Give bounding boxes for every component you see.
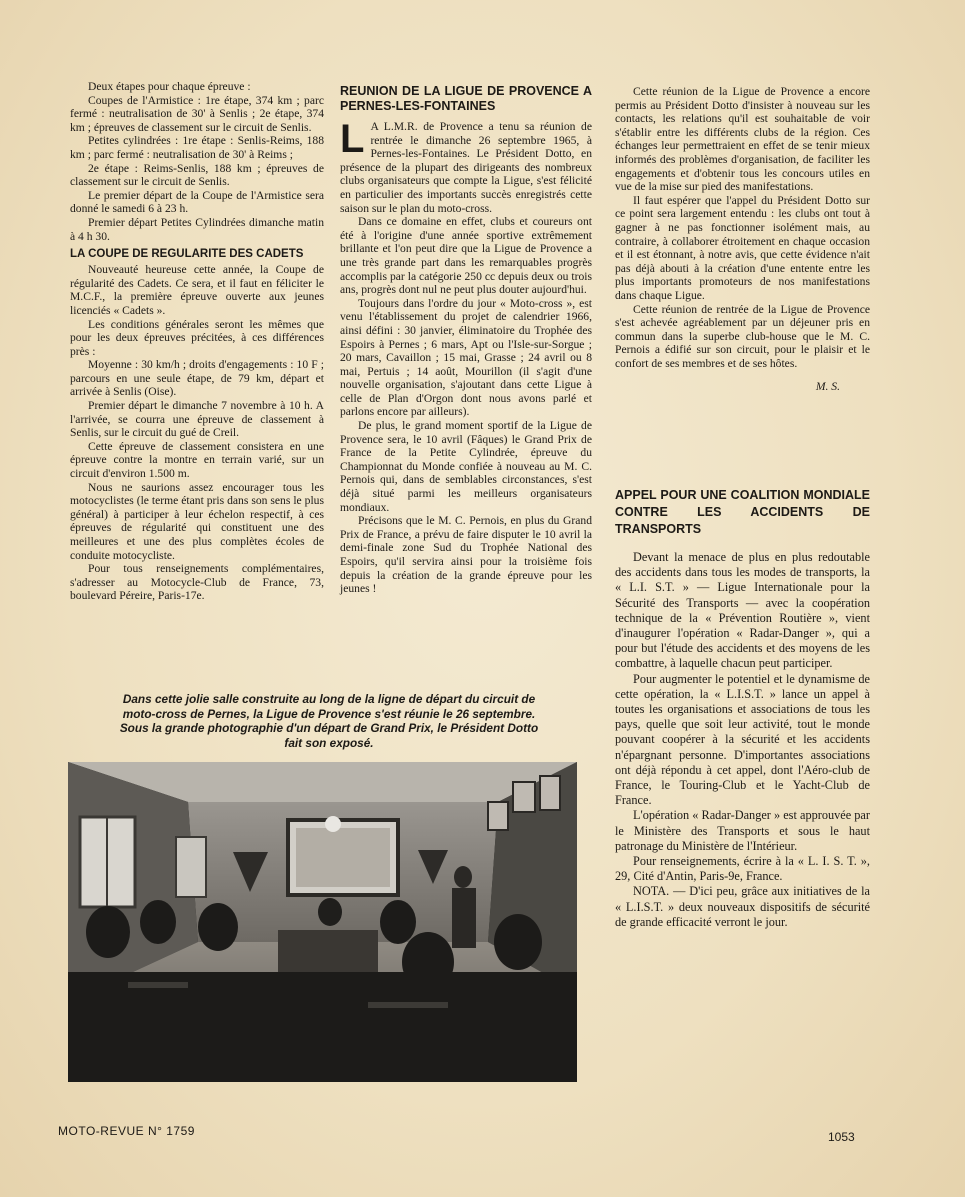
paragraph <box>340 117 592 215</box>
article-column-2 <box>340 80 592 596</box>
paragraph: Toujours dans l'ordre du jour « Moto-cross », est venu l'établissement du projet de calendrier 1966, ainsi défini : 30 janvier, éliminatoire du Trophée des Espoirs à Pernes ; 6 mars, Apt ou l'Isle-sur-Sorgue ; 20 mars, Cavaillon ; 15 mai, Grasse ; 24 avril ou 8 mai, Pertuis ; 14 août, Mourillon (il s'agit d'une nouvelle organisation, s'ajoutant dans cette Ligue à celle de Plan d'Orgon dont nous avons parlé et parlons encore par ailleurs). <box>340 296 592 419</box>
paragraph: 2e étape : Reims-Senlis, 188 km ; épreuves de classement sur le circuit de Senlis. <box>70 161 324 189</box>
author-signature: M. S. <box>815 380 840 394</box>
paragraph: Les conditions générales seront les mêmes que pour les deux épreuves précitées, à ces différences près : <box>70 317 324 358</box>
article-column-1 <box>70 80 324 603</box>
paragraph: Cette épreuve de classement consistera en une épreuve contre la montre en terrain varié, sur un circuit d'environ 1.500 m. <box>70 439 324 481</box>
magazine-footer: MOTO-REVUE N° 1759 <box>58 1124 195 1138</box>
section-heading-cadets: LA COUPE DE REGULARITE DES CADETS <box>70 248 304 261</box>
paragraph: Premier départ le dimanche 7 novembre à 10 h. A l'arrivée, se courra une épreuve de classement à Senlis, sur le circuit du gué de Creil. <box>70 399 324 440</box>
paragraph: Pour renseignements, écrire à la « L. I. S. T. », 29, Cité d'Antin, Paris-9e, France. <box>615 854 870 884</box>
paragraph: Pour tous renseignements complémentaires, s'adresser au Motocycle-Club de France, 73, boulevard Péreire, Paris-17e. <box>70 562 324 603</box>
paragraph: Coupes de l'Armistice : 1re étape, 374 km ; parc fermé : neutralisation de 30' à Senlis ; 2e étape, 374 km ; épreuves de classement sur le circuit de Senlis. <box>70 93 324 134</box>
paragraph: Cette réunion de la Ligue de Provence a encore permis au Président Dotto d'insister à nouveau sur les contacts, les relations qu'il est souhaitable de voir s'établir entre les différents clubs de la région. Ces échanges leur permettraient en effet de se tenir mieux informés des problèmes d'organisation, de faciliter les engagements et d'obtenir tous les concours utiles en vue de la mise sur pied des manifestations. <box>615 85 870 194</box>
paragraph: Le premier départ de la Coupe de l'Armistice sera donné le samedi 6 à 23 h. <box>70 188 324 216</box>
drop-cap: L <box>340 117 365 161</box>
article-heading-coalition: APPEL POUR UNE COALITION MONDIALE CONTRE LES ACCIDENTS DE TRANSPORTS <box>615 488 870 536</box>
paragraph: De plus, le grand moment sportif de la Ligue de Provence sera, le 10 avril (Fâques) le Grand Prix de France de la Petite Cylindrée, épreuve du Championnat du Monde confiée à nouveau au M. C. Pernois qui, dans de semblables circonstances, s'est déjà situé parmi les meilleurs organisateurs mondiaux. <box>340 419 592 514</box>
paragraph: Précisons que le M. C. Pernois, en plus du Grand Prix de France, a prévu de faire disputer le 10 avril la demi-finale zone Sud du Trophée National des Espoirs, qu'il servira ainsi pour la troisième fois depuis la création de la grande épreuve pour les jeunes ! <box>340 514 592 596</box>
paragraph: Dans ce domaine en effet, clubs et coureurs ont été à l'origine d'une année sportive extrêmement brillante et l'on peut dire que la Ligue de Provence a une très grande part dans les remarquables progrès accomplis par la catégorie 250 cc depuis deux ou trois ans, progrès dont nul ne peut plus douter aujourd'hui. <box>340 215 592 297</box>
paragraph: Petites cylindrées : 1re étape : Senlis-Reims, 188 km ; parc fermé : neutralisation de 30' à Reims ; <box>70 134 324 161</box>
paragraph: Deux étapes pour chaque épreuve : <box>88 80 251 93</box>
paragraph: Nouveauté heureuse cette année, la Coupe de régularité des Cadets. Ce sera, et il faut en féliciter le M.C.F., la première épreuve ouverte aux jeunes licenciés « Cadets ». <box>70 263 324 317</box>
paragraph: Moyenne : 30 km/h ; droits d'engagements : 10 F ; parcours en une seule étape, de 79 km, départ et arrivée à Senlis (Oise). <box>70 358 324 399</box>
paragraph: Devant la menace de plus en plus redoutable des accidents dans tous les modes de transports, la « L.I. S.T. » — Ligue Internationale pour la Sécurité des Transports — avec la coopération technique de la « Prévention Routière », vient d'inaugurer l'opération « Radar-Danger », qui a pour but l'étude des accidents et des moyens de les combattre, à laquelle chacun peut participer. <box>615 550 870 671</box>
paragraph-text: A L.M.R. de Provence a tenu sa réunion de rentrée le dimanche 26 septembre 1965, à Pernes-les-Fontaines. Le Président Dotto, en présence de la plupart des dirigeants des nombreux clubs organisateurs que compte la Ligue, s'est félicité en particulier des importants succès enregistrés cette saison sur le plan du moto-cross. <box>340 120 592 215</box>
paragraph: Nous ne saurions assez encourager tous les motocyclistes (le terme étant pris dans son sens le plus général) à participer à leur échelon respectif, à ces épreuves de régularité qui constituent une des meilleures et une des plus complètes écoles de conduite motocycliste. <box>70 480 324 562</box>
paragraph: Pour augmenter le potentiel et le dynamisme de cette opération, la « L.I.S.T. » lance un appel à toutes les organisations et associations de tous les pays, quelle que soit leur activité, tout le monde pouvant coopérer à la sécurité et les accidents n'épargnant personne. D'importantes associations ont déjà répondu à cet appel, dont l'Aéro-club de France, le Touring-Club et le Yacht-Club de France. <box>615 671 870 808</box>
paragraph: Il faut espérer que l'appel du Président Dotto sur ce point sera largement entendu : les clubs ont tout à gagner à ne pas fonctionner isolément mais, au contraire, à collaborer étroitement en chaque occasion et il est étonnant, à notre avis, que cette évidence n'ait pas déjà abouti à la création d'une entente entre les plus importants promoteurs de nos manifestations dans chaque Ligue. <box>615 193 870 302</box>
paragraph: Cette réunion de rentrée de la Ligue de Provence s'est achevée agréablement par un déjeuner pris en commun dans la superbe club-house que le M. C. Pernois a édifié sur son circuit, pour le plaisir et le confort de ses membres et de ses hôtes. <box>615 302 870 370</box>
article-heading-ligue-provence: REUNION DE LA LIGUE DE PROVENCE A PERNES-LES-FONTAINES <box>340 84 592 113</box>
article-column-3 <box>615 85 870 394</box>
photo-caption: Dans cette jolie salle construite au long de la ligne de départ du circuit de moto-cross de Pernes, la Ligue de Provence s'est réunie le 26 septembre. Sous la grande photographie d'un départ de Grand Prix, le Président Dotto fait son exposé. <box>119 692 539 750</box>
paragraph: Premier départ Petites Cylindrées dimanche matin à 4 h 30. <box>70 215 324 243</box>
article-column-4 <box>615 483 870 930</box>
page-number: 1053 <box>828 1130 855 1144</box>
paragraph: NOTA. — D'ici peu, grâce aux initiatives de la « L.I.S.T. » deux nouveaux dispositifs de sécurité de grande efficacité verront le jour. <box>615 884 870 929</box>
paragraph: L'opération « Radar-Danger » est approuvée par le Ministère des Transports et sous le haut patronage du Ministère de l'Intérieur. <box>615 808 870 853</box>
meeting-room-photo <box>68 762 577 1082</box>
